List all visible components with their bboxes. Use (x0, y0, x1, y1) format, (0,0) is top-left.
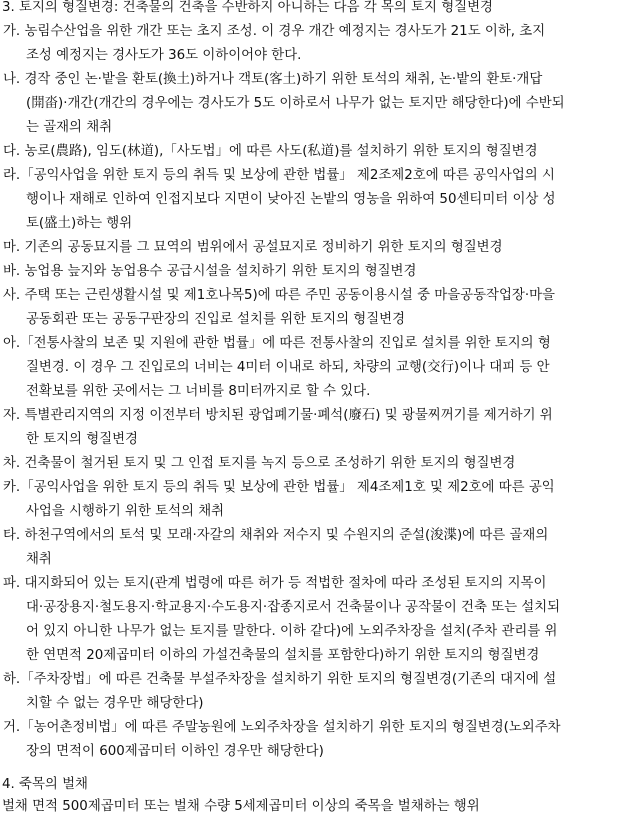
item-ga: 가. 농림수산업을 위한 개간 또는 초지 조성. 이 경우 개간 예정지는 경사도가 21도 이하, 초지 (3, 24, 546, 39)
section-4-text: 벌채 면적 500제곱미터 또는 벌채 수량 5세제곱미터 이상의 죽목을 벌채하는 행위 (2, 799, 480, 814)
item-ja-cont: 한 토지의 형질변경 (26, 432, 138, 447)
item-na-cont: (開畓)·개간(개간의 경우에는 경사도가 5도 이하로서 나무가 없는 토지만 해당한다)에 수반되 (26, 96, 565, 111)
item-ja: 자. 특별관리지역의 지정 이전부터 방치된 광업폐기물·폐석(廢石) 및 광물찌꺼기를 제거하기 위 (3, 408, 553, 423)
item-na: 나. 경작 중인 논·밭을 환토(換土)하거나 객토(客土)하기 위한 토석의 채취, 논·밭의 환토·개답 (3, 72, 543, 87)
item-sa: 사. 주택 또는 근린생활시설 및 제1호나목5)에 따른 주민 공동이용시설 중 마을공동작업장·마을 (3, 288, 555, 303)
item-ha-cont: 치할 수 없는 경우만 해당한다) (26, 696, 204, 711)
item-sa-cont: 공동회관 또는 공동구판장의 진입로 설치를 위한 토지의 형질변경 (26, 312, 406, 327)
section-4-heading: 4. 죽목의 벌채 (2, 777, 88, 792)
item-ta: 타. 하천구역에서의 토석 및 모래·자갈의 채취와 저수지 및 수원지의 준설(浚渫)에 따른 골재의 (3, 528, 549, 543)
item-cha: 차. 건축물이 철거된 토지 및 그 인접 토지를 녹지 등으로 조성하기 위한 토지의 형질변경 (3, 456, 516, 471)
item-ka-cont: 사업을 시행하기 위한 토석의 채취 (26, 504, 225, 519)
item-ba: 바. 농업용 늪지와 농업용수 공급시설을 설치하기 위한 토지의 형질변경 (3, 264, 417, 279)
item-ma: 마. 기존의 공동묘지를 그 묘역의 범위에서 공설묘지로 정비하기 위한 토지의 형질변경 (3, 240, 503, 255)
item-geo: 거.「농어촌정비법」에 따른 주말농원에 노외주차장을 설치하기 위한 토지의 형질변경(노외주차 (3, 720, 561, 735)
item-pa-cont: 대·공장용지·철도용지·학교용지·수도용지·잡종지로서 건축물이나 공작물이 건축 또는 설치되 (26, 600, 561, 615)
item-ra-cont: 토(盛土)하는 행위 (26, 216, 133, 231)
item-ka: 카.「공익사업을 위한 토지 등의 취득 및 보상에 관한 법률」 제4조제1호 및 제2호에 따른 공익 (3, 480, 555, 495)
section-3-heading: 3. 토지의 형질변경: 건축물의 건축을 수반하지 아니하는 다음 각 목의 토지 형질변경 (2, 0, 493, 15)
item-pa-cont: 어 있지 아니한 나무가 없는 토지를 말한다. 이하 같다)에 노외주차장을 설치(주차 관리를 위 (26, 624, 558, 639)
item-pa-cont: 한 연면적 20제곱미터 이하의 가설건축물의 설치를 포함한다)하기 위한 토지의 형질변경 (26, 648, 540, 663)
item-ra-cont: 행이나 재해로 인하여 인접지보다 지면이 낮아진 논밭의 영농을 위하여 50센티미터 이상 성 (26, 192, 556, 207)
item-ra: 라.「공익사업을 위한 토지 등의 취득 및 보상에 관한 법률」 제2조제2호에 따른 공익사업의 시 (3, 168, 555, 183)
item-ha: 하.「주차장법」에 따른 건축물 부설주차장을 설치하기 위한 토지의 형질변경(기존의 대지에 설 (3, 672, 557, 687)
item-ga-cont: 조성 예정지는 경사도가 36도 이하이어야 한다. (26, 48, 302, 63)
item-da: 다. 농로(農路), 임도(林道),「사도법」에 따른 사도(私道)를 설치하기 위한 토지의 형질변경 (3, 144, 538, 159)
item-na-cont: 는 골재의 채취 (26, 120, 113, 135)
item-ta-cont: 채취 (26, 552, 52, 567)
item-a-cont: 질변경. 이 경우 그 진입로의 너비는 4미터 이내로 하되, 차량의 교행(交行)이나 대피 등 안 (26, 360, 550, 375)
item-geo-cont: 장의 면적이 600제곱미터 이하인 경우만 해당한다) (26, 744, 324, 759)
item-pa: 파. 대지화되어 있는 토지(관계 법령에 따른 허가 등 적법한 절차에 따라 조성된 토지의 지목이 (3, 576, 547, 591)
item-a: 아.「전통사찰의 보존 및 지원에 관한 법률」에 따른 전통사찰의 진입로 설치를 위한 토지의 형 (3, 336, 551, 351)
item-a-cont: 전확보를 위한 곳에서는 그 너비를 8미터까지로 할 수 있다. (26, 384, 371, 399)
